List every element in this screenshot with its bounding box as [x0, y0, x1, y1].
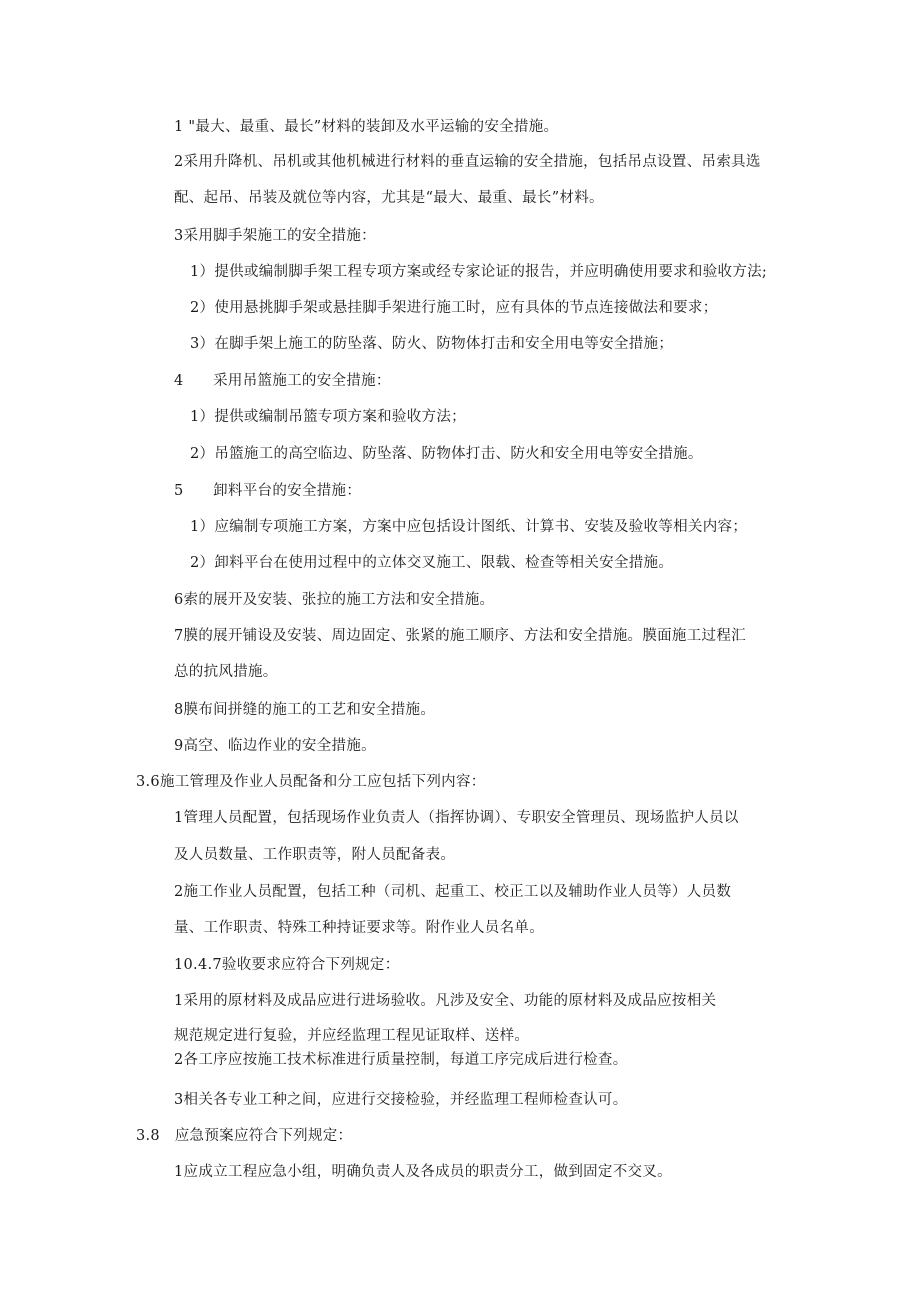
- paragraph-line: 4 采用吊篮施工的安全措施：: [174, 373, 391, 389]
- paragraph-line: 1）应编制专项施工方案，方案中应包括设计图纸、计算书、安装及验收等相关内容；: [190, 519, 748, 535]
- section-heading: 3.8 应急预案应符合下列规定：: [136, 1128, 353, 1144]
- paragraph-line: 8膜布间拼缝的施工的工艺和安全措施。: [174, 702, 436, 718]
- paragraph-line: 量、工作职责、特殊工种持证要求等。附作业人员名单。: [174, 920, 544, 936]
- paragraph-line: 6索的展开及安装、张拉的施工方法和安全措施。: [174, 592, 495, 608]
- paragraph-line: 1）提供或编制脚手架工程专项方案或经专家论证的报告，并应明确使用要求和验收方法;: [190, 264, 768, 280]
- paragraph-line: 2采用升降机、吊机或其他机械进行材料的垂直运输的安全措施，包括吊点设置、吊索具选: [174, 154, 761, 170]
- paragraph-line: 2各工序应按施工技术标准进行质量控制，每道工序完成后进行检查。: [174, 1052, 628, 1068]
- section-heading: 10.4.7验收要求应符合下列规定：: [174, 957, 400, 973]
- section-heading: 3.6施工管理及作业人员配备和分工应包括下列内容：: [136, 774, 486, 790]
- paragraph-line: 1）提供或编制吊篮专项方案和验收方法；: [190, 409, 466, 425]
- paragraph-line: 2施工作业人员配置，包括工种（司机、起重工、校正工以及辅助作业人员等）人员数: [174, 884, 732, 900]
- paragraph-line: 1应成立工程应急小组，明确负责人及各成员的职责分工，做到固定不交叉。: [174, 1164, 672, 1180]
- paragraph-line: 配、起吊、吊装及就位等内容，尤其是“最大、最重、最长”材料。: [174, 190, 604, 206]
- paragraph-line: 2）使用悬挑脚手架或悬挂脚手架进行施工时，应有具体的节点连接做法和要求；: [190, 300, 718, 316]
- paragraph-line: 1采用的原材料及成品应进行进场验收。凡涉及安全、功能的原材料及成品应按相关: [174, 993, 717, 1009]
- paragraph-line: 总的抗风措施。: [174, 664, 278, 680]
- paragraph-line: 2）吊篮施工的高空临边、防坠落、防物体打击、防火和安全用电等安全措施。: [190, 446, 703, 462]
- paragraph-line: 3相关各专业工种之间，应进行交接检验，并经监理工程师检查认可。: [174, 1092, 628, 1108]
- paragraph-line: 3采用脚手架施工的安全措施：: [174, 228, 376, 244]
- paragraph-line: 规范规定进行复验，并应经监理工程见证取样、送样。: [174, 1028, 530, 1044]
- paragraph-line: 9高空、临边作业的安全措施。: [174, 738, 376, 754]
- paragraph-line: 7膜的展开铺设及安装、周边固定、张紧的施工顺序、方法和安全措施。膜面施工过程汇: [174, 628, 746, 644]
- paragraph-line: 3）在脚手架上施工的防坠落、防火、防物体打击和安全用电等安全措施；: [190, 336, 674, 352]
- paragraph-line: 5 卸料平台的安全措施：: [174, 483, 362, 499]
- paragraph-line: 及人员数量、工作职责等，附人员配备表。: [174, 847, 456, 863]
- paragraph-line: 2）卸料平台在使用过程中的立体交叉施工、限载、检查等相关安全措施。: [190, 555, 674, 571]
- paragraph-line: 1管理人员配置，包括现场作业负责人（指挥协调）、专职安全管理员、现场监护人员以: [174, 810, 739, 826]
- paragraph-line: 1 "最大、最重、最长”材料的装卸及水平运输的安全措施。: [174, 119, 559, 135]
